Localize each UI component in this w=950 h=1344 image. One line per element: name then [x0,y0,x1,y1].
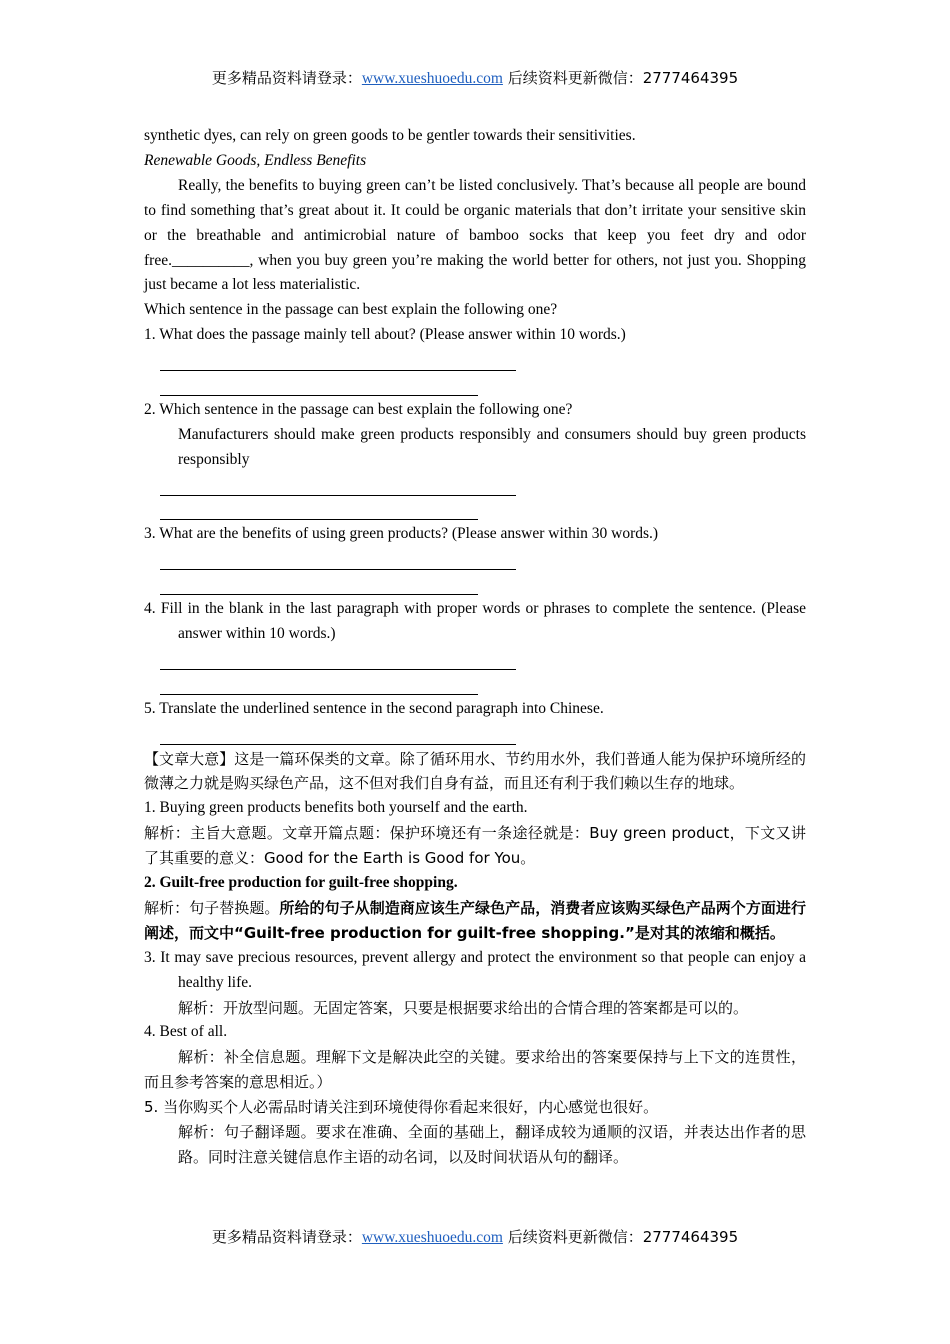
answer-line[interactable] [160,473,806,498]
answer-line[interactable] [160,498,806,523]
footer-suffix: 后续资料更新微信：2777464395 [502,1228,739,1246]
answer-5: 5. 当你购买个人必需品时请关注到环境使得你看起来很好，内心感觉也很好。 [144,1098,659,1117]
passage-continuation: synthetic dyes, can rely on green goods to be gentler towards their sensitivities. [144,127,636,144]
question-2-quote: Manufacturers should make green products responsibly and consumers should buy green products responsibly [178,425,806,468]
answer-line[interactable] [160,572,806,597]
answer-line[interactable] [160,373,806,398]
answer-line[interactable] [160,348,806,373]
answer-1: 1. Buying green products benefits both yourself and the earth. [144,799,528,817]
summary-text: 这是一篇环保类的文章。除了循环用水、节约用水外，我们普通人能为保护环境所经的微薄之力就是购买绿色产品，这不但对我们自身有益，而且还有利于我们赖以生存的地球。 [144,749,806,793]
answer-1-note: 解析：主旨大意题。文章开篇点题：保护环境还有一条途径就是：Buy green product，下文又讲了其重要的意义：Good for the Earth is Good for You。 [144,824,806,868]
answer-2-note [144,896,806,946]
question-3: 3. What are the benefits of using green products? (Please answer within 30 words.) [144,525,659,543]
question-2: 2. Which sentence in the passage can best explain the following one? [144,400,573,418]
summary-paragraph [144,747,806,797]
main-content [144,124,806,1170]
answer-line[interactable] [160,722,806,747]
footer-prefix: 更多精品资料请登录： [211,1228,362,1246]
answer-2-note-bold: 所给的句子从制造商应该生产绿色产品，消费者应该购买绿色产品两个方面进行阐述，而文中“Guilt-free production for guilt-free shopping.”是对其的浓缩和概括。 [144,898,806,942]
answer-4: 4. Best of all. [144,1023,228,1041]
answer-5-note: 解析：句子翻译题。要求在准确、全面的基础上，翻译成较为通顺的汉语，并表达出作者的思路。同时注意关键信息作主语的动名词，以及时间状语从句的翻译。 [178,1123,806,1167]
answer-line[interactable] [160,547,806,572]
answer-3: 3. It may save precious resources, prevent allergy and protect the environment so that people can enjoy a healthy life. [144,948,806,991]
footer-link[interactable]: www.xueshuoedu.com [361,1229,503,1246]
header-link[interactable]: www.xueshuoedu.com [361,70,503,87]
answer-line[interactable] [160,672,806,697]
header-prefix: 更多精品资料请登录： [211,69,362,87]
header-suffix: 后续资料更新微信：2777464395 [502,69,739,87]
summary-label: 【文章大意】 [144,749,235,768]
passage-subheading: Renewable Goods, Endless Benefits [144,151,367,169]
answer-3-note: 解析：开放型问题。无固定答案，只要是根据要求给出的合情合理的答案都是可以的。 [178,998,749,1017]
stray-question-line: Which sentence in the passage can best explain the following one? [144,301,558,319]
answer-line[interactable] [160,647,806,672]
question-1: 1. What does the passage mainly tell about? (Please answer within 10 words.) [144,326,626,344]
answer-2: 2. Guilt-free production for guilt-free shopping. [144,874,458,892]
answer-4-note: 解析：补全信息题。理解下文是解决此空的关键。要求给出的答案要保持与上下文的连贯性，而且参考答案的意思相近。） [144,1048,806,1092]
question-5: 5. Translate the underlined sentence in the second paragraph into Chinese. [144,699,604,717]
passage-last-paragraph: Really, the benefits to buying green can’t be listed conclusively. That’s because all people are bound to find something that’s great about it. It could be organic materials that don’t irritate your sensitive skin or the breathable and antimicrobial nature of bamboo socks that keep you feet dry and odor free.__________, when you buy green you’re making the world better for others, not just you. Shopping just became a lot less materialistic. [144,176,806,294]
answer-2-note-plain: 解析：句子替换题。 [144,898,280,917]
question-4: 4. Fill in the blank in the last paragraph with proper words or phrases to complete the sentence. (Please answer within 10 words.) [144,600,806,643]
page-header [0,68,950,89]
page-footer [0,1227,950,1248]
